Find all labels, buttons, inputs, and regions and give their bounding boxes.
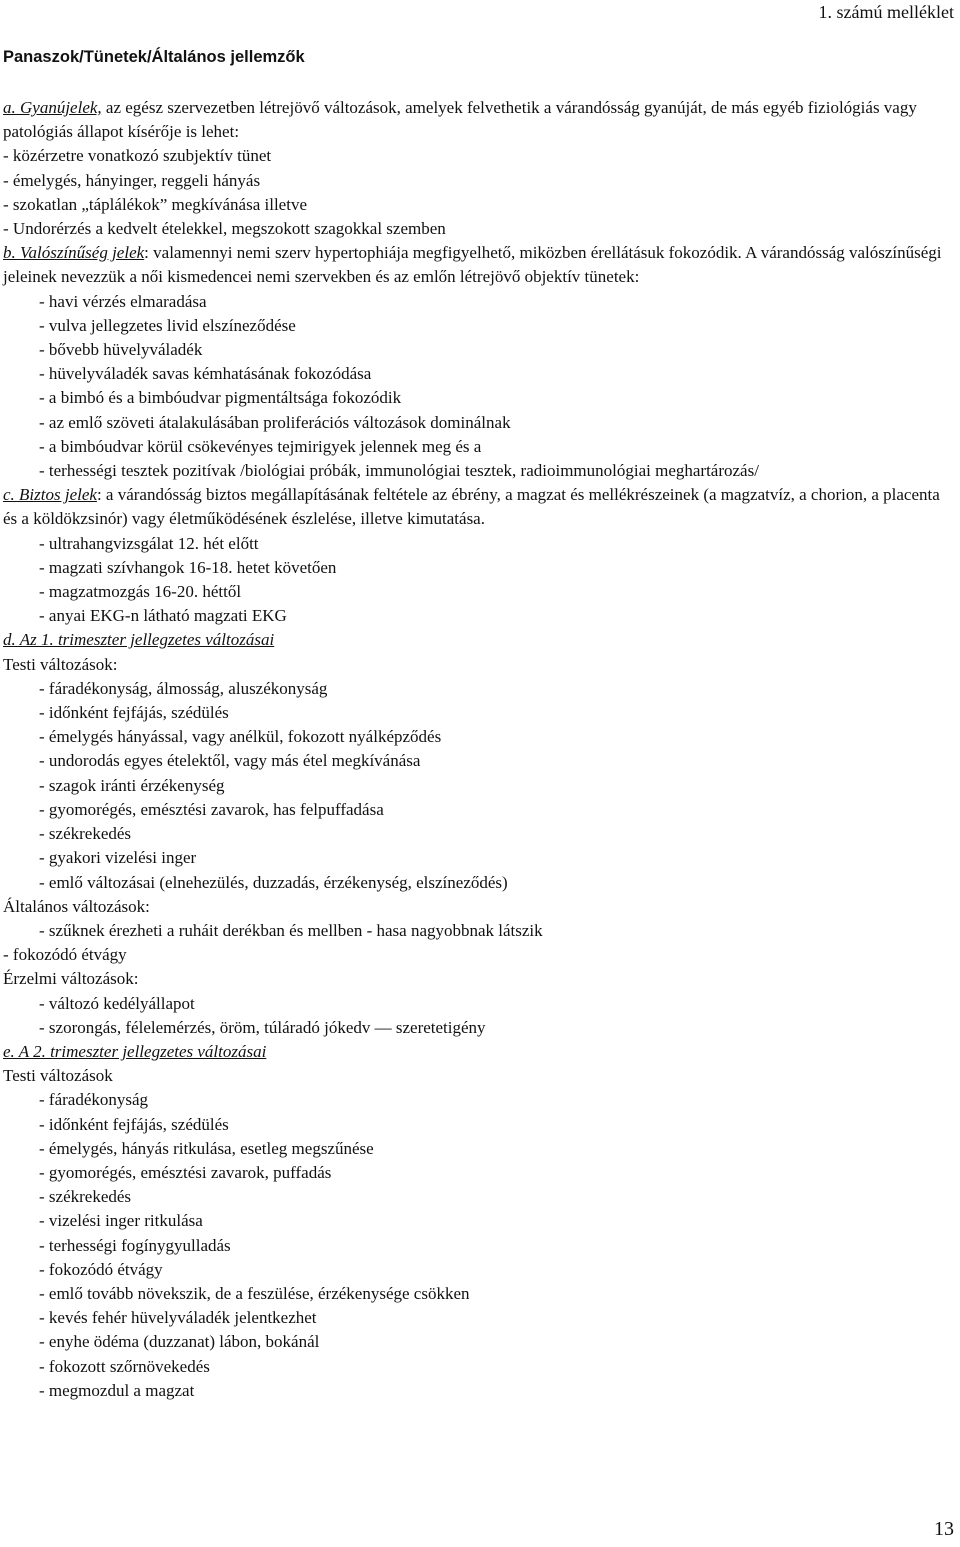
page-number: 13 <box>934 1518 954 1540</box>
list-item: - fáradékonyság, álmosság, aluszékonyság <box>39 678 328 698</box>
section-d-heading: d. Az 1. trimeszter jellegzetes változásai <box>3 630 275 650</box>
list-item: - magzatmozgás 16-20. héttől <box>39 582 242 602</box>
list-item: - megmozdul a magzat <box>39 1380 195 1400</box>
list-item: - émelygés, hányás ritkulása, esetleg megszűnése <box>39 1138 374 1158</box>
list-item: - időnként fejfájás, szédülés <box>39 1114 229 1134</box>
list-item: - változó kedélyállapot <box>39 993 195 1013</box>
list-item: - fokozódó étvágy <box>3 945 127 965</box>
list-item: - anyai EKG-n látható magzati EKG <box>39 606 287 626</box>
list-item: - gyakori vizelési inger <box>39 848 197 868</box>
page-title: Panaszok/Tünetek/Általános jellemzők <box>3 48 305 66</box>
list-item: - undorodás egyes ételektől, vagy más étel megkívánása <box>39 751 421 771</box>
list-item: - gyomorégés, emésztési zavarok, puffadás <box>39 1162 332 1182</box>
list-item: - hüvelyváladék savas kémhatásának fokozódása <box>39 364 372 384</box>
list-item: - székrekedés <box>39 1187 132 1207</box>
list-item: - időnként fejfájás, szédülés <box>39 703 229 723</box>
list-item: - a bimbó és a bimbóudvar pigmentáltsága fokozódik <box>39 388 402 408</box>
list-item: - emlő tovább növekszik, de a feszülése, érzékenysége csökken <box>39 1283 470 1303</box>
document-body <box>3 96 953 1403</box>
list-item: - szagok iránti érzékenység <box>39 775 225 795</box>
list-item: - terhességi tesztek pozitívak /biológiai próbák, immunológiai tesztek, radioimmunológiai meghartározás/ <box>39 461 759 481</box>
list-item: - az emlő szöveti átalakulásában proliferációs változások dominálnak <box>39 412 511 432</box>
section-a-intro <box>3 96 953 144</box>
subsection-title: Testi változások: <box>3 654 118 674</box>
section-b-text: : valamennyi nemi szerv hypertophiája megfigyelhető, miközben érellátásuk fokozódik. A várandósság valószínűségi jeleinek nevezzük a női kismedencei nemi szervekben és az emlőn létrejövő objektív tünetek: <box>3 243 942 287</box>
section-b-label: b. Valószínűség jelek <box>3 243 145 263</box>
list-item: - émelygés, hányinger, reggeli hányás <box>3 170 261 190</box>
section-c-text: : a várandósság biztos megállapításának feltétele az ébrény, a magzat és mellékrészeinek (a magzatvíz, a chorion, a placenta és a köldökzsinór) vagy életműködésének észlelése, illetve kimutatása. <box>3 485 940 529</box>
list-item: - fokozódó étvágy <box>39 1259 163 1279</box>
list-item: - émelygés hányással, vagy anélkül, fokozott nyálképződés <box>39 727 442 747</box>
annex-label: 1. számú melléklet <box>818 2 954 22</box>
list-item: - vizelési inger ritkulása <box>39 1211 203 1231</box>
list-item: - emlő változásai (elnehezülés, duzzadás, érzékenység, elszíneződés) <box>39 872 508 892</box>
list-item: - Undorérzés a kedvelt ételekkel, megszokott szagokkal szemben <box>3 219 446 239</box>
section-b-intro <box>3 241 953 289</box>
list-item: - bővebb hüvelyváladék <box>39 340 203 360</box>
list-item: - enyhe ödéma (duzzanat) lábon, bokánál <box>39 1332 320 1352</box>
list-item: - kevés fehér hüvelyváladék jelentkezhet <box>39 1308 317 1328</box>
list-item: - székrekedés <box>39 824 132 844</box>
list-item: - szokatlan „táplálékok” megkívánása illetve <box>3 194 307 214</box>
list-item: - közérzetre vonatkozó szubjektív tünet <box>3 146 272 166</box>
subsection-title: Érzelmi változások: <box>3 969 139 989</box>
list-item: - ultrahangvizsgálat 12. hét előtt <box>39 533 259 553</box>
list-item: - a bimbóudvar körül csökevényes tejmirigyek jelennek meg és a <box>39 436 482 456</box>
list-item: - terhességi fogínygyulladás <box>39 1235 231 1255</box>
list-item: - havi vérzés elmaradása <box>39 291 207 311</box>
section-a-label: a. Gyanújelek, <box>3 98 102 117</box>
list-item: - szűknek érezheti a ruháit derékban és mellben - hasa nagyobbnak látszik <box>39 920 543 940</box>
subsection-title: Általános változások: <box>3 896 150 916</box>
section-a-text: az egész szervezetben létrejövő változások, amelyek felvethetik a várandósság gyanúját, de más egyéb fiziológiás vagy patológiás állapot kísérője is lehet: <box>3 98 917 142</box>
list-item: - szorongás, félelemérzés, öröm, túláradó jókedv — szeretetigény <box>39 1017 486 1037</box>
section-e-heading: e. A 2. trimeszter jellegzetes változásai <box>3 1041 267 1061</box>
list-item: - magzati szívhangok 16-18. hetet követően <box>39 557 337 577</box>
list-item: - fokozott szőrnövekedés <box>39 1356 210 1376</box>
list-item: - fáradékonyság <box>39 1090 149 1110</box>
subsection-title: Testi változások <box>3 1066 113 1086</box>
list-item: - vulva jellegzetes livid elszíneződése <box>39 315 296 335</box>
section-c-intro <box>3 483 953 531</box>
section-c-label: c. Biztos jelek <box>3 485 97 505</box>
list-item: - gyomorégés, emésztési zavarok, has felpuffadása <box>39 799 384 819</box>
